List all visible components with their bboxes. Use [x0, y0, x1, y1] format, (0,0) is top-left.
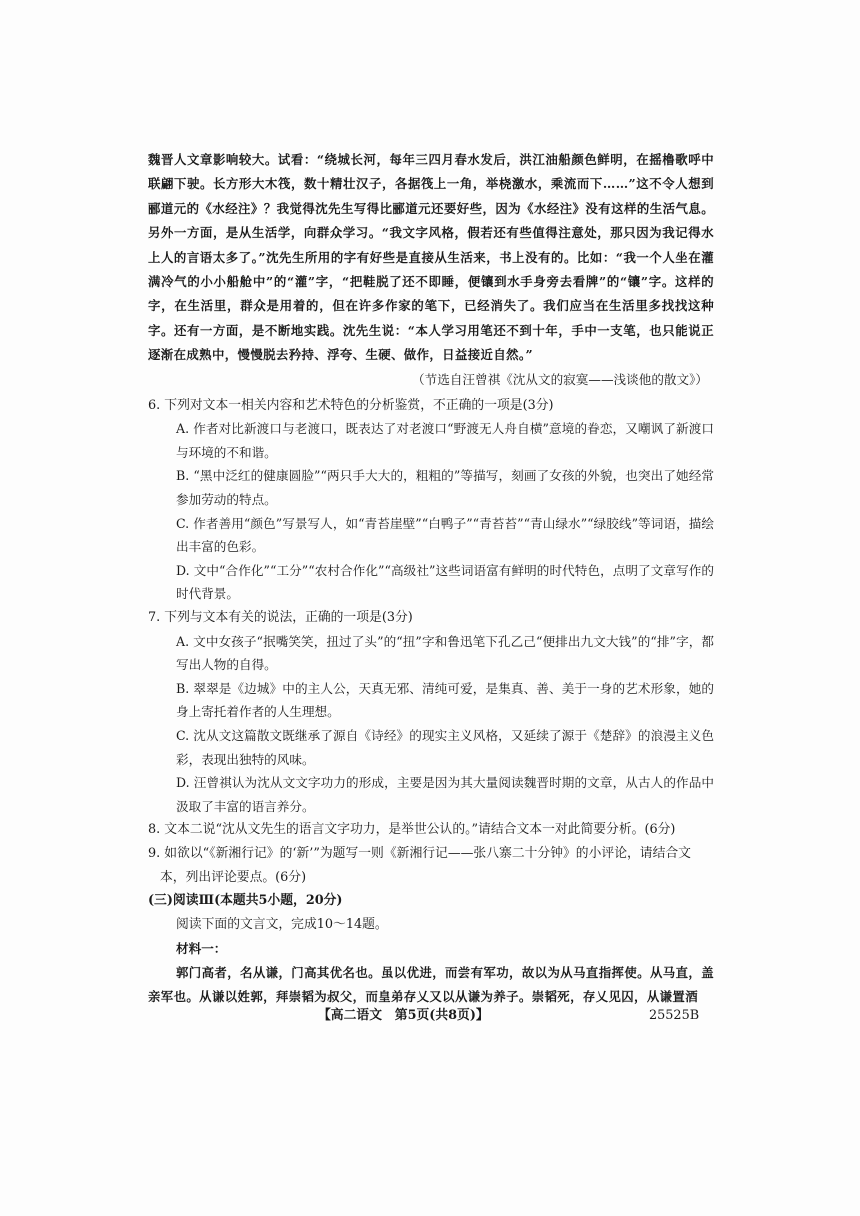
question-6-option-c: C. 作者善用“颜色”写景写人，如“青苔崖壁”“白鸭子”“青苔苔”“青山绿水”“绿胶线”等词语，描绘出丰富的色彩。: [176, 515, 714, 555]
question-7: [148, 606, 714, 818]
page-content: [148, 148, 714, 1009]
passage-source: （节选自汪曾祺《沈从文的寂寞——浅谈他的散文》）: [412, 371, 708, 387]
question-7-option-a: A. 文中女孩子“抿嘴笑笑，扭过了头”的“扭”字和鲁迅笔下孔乙己“便排出九文大钱”的“排”字，都写出人物的自得。: [176, 633, 714, 673]
question-9: [148, 842, 714, 889]
question-6-option-d: D. 文中“合作化”“工分”“农村合作化”“高级社”这些词语富有鲜明的时代特色，点明了文章写作的时代背景。: [176, 562, 714, 602]
classical-text: 郭门高者，名从谦，门高其优名也。虽以优进，而尝有军功，故以为从马直指挥使。从马直，盖亲军也。从谦以姓郭，拜崇韬为叔父，而皇弟存乂又以从谦为养子。崇韬死，存乂见囚，从谦置酒: [148, 965, 714, 1005]
question-7-option-b: B. 翠翠是《边城》中的主人公，天真无邪、清纯可爱，是集真、善、美于一身的艺术形象，她的身上寄托着作者的人生理想。: [176, 680, 714, 720]
question-6-stem: 6. 下列对文本一相关内容和艺术特色的分析鉴赏，不正确的一项是(3分): [148, 397, 554, 413]
page-footer: [0, 1004, 860, 1028]
question-9-line1: 9. 如欲以“《新湘行记》的‘新’”为题写一则《新湘行记——张八寨二十分钟》的小评论，请结合文: [148, 845, 691, 861]
question-7-option-d: D. 汪曾祺认为沈从文文字功力的形成，主要是因为其大量阅读魏晋时期的文章，从古人的作品中汲取了丰富的语言养分。: [176, 775, 714, 814]
question-6-option-b: B. “黑中泛红的健康圆脸”“两只手大大的，粗粗的”等描写，刻画了女孩的外貌，也突出了她经常参加劳动的特点。: [176, 468, 714, 508]
passage-paragraph: 魏晋人文章影响较大。试看：“绕城长河，每年三四月春水发后，洪江油船颜色鲜明，在摇橹歌呼中联翩下驶。长方形大木筏，数十精壮汉子，各据筏上一角，举桡激水，乘流而下……”这不令人想到郦道元的《水经注》？我觉得沈先生写得比郦道元还要好些，因为《水经注》没有这样的生活气息。另外一方面，是从生活学，向群众学习。“我文字风格，假若还有些值得注意处，那只因为我记得水上人的言语太多了。”沈先生所用的字有好些是直接从生活来，书上没有的。比如：“我一个人坐在灌满冷气的小小船舱中”的“灌”字，“把鞋脱了还不即睡，便镶到水手身旁去看牌”的“镶”字。这样的字，在生活里，群众是用着的，但在许多作家的笔下，已经消失了。我们应当在生活里多找找这种字。还有一方面，是不断地实践。沈先生说：“本人学习用笔还不到十年，手中一支笔，也只能说正逐渐在成熟中，慢慢脱去矜持、浮夸、生硬、做作，日益接近自然。”: [148, 152, 714, 363]
question-6-option-a: A. 作者对比新渡口与老渡口，既表达了对老渡口“野渡无人舟自横”意境的眷恋，又嘲讽了新渡口与环境的不和谐。: [176, 421, 714, 460]
section-3-instruction: 阅读下面的文言文，完成10～14题。: [176, 917, 388, 933]
footer-code: 25525B: [649, 1008, 700, 1023]
question-7-option-c: C. 沈从文这篇散文既继承了源自《诗经》的现实主义风格，又延续了源于《楚辞》的浪漫主义色彩，表现出独特的风味。: [176, 727, 714, 767]
section-3-title: (三)阅读Ⅲ(本题共5小题，20分): [148, 893, 343, 909]
footer-page-info: 【高二语文 第5页(共8页)】: [318, 1008, 489, 1023]
question-9-line2: 本，列出评论要点。(6分): [160, 869, 307, 885]
question-6: [148, 394, 714, 606]
question-8: 8. 文本二说“沈从文先生的语言文字功力，是举世公认的。”请结合文本一对此简要分析。(6分): [148, 822, 676, 838]
material-label: 材料一：: [176, 941, 227, 957]
question-7-stem: 7. 下列与文本有关的说法，正确的一项是(3分): [148, 610, 413, 625]
